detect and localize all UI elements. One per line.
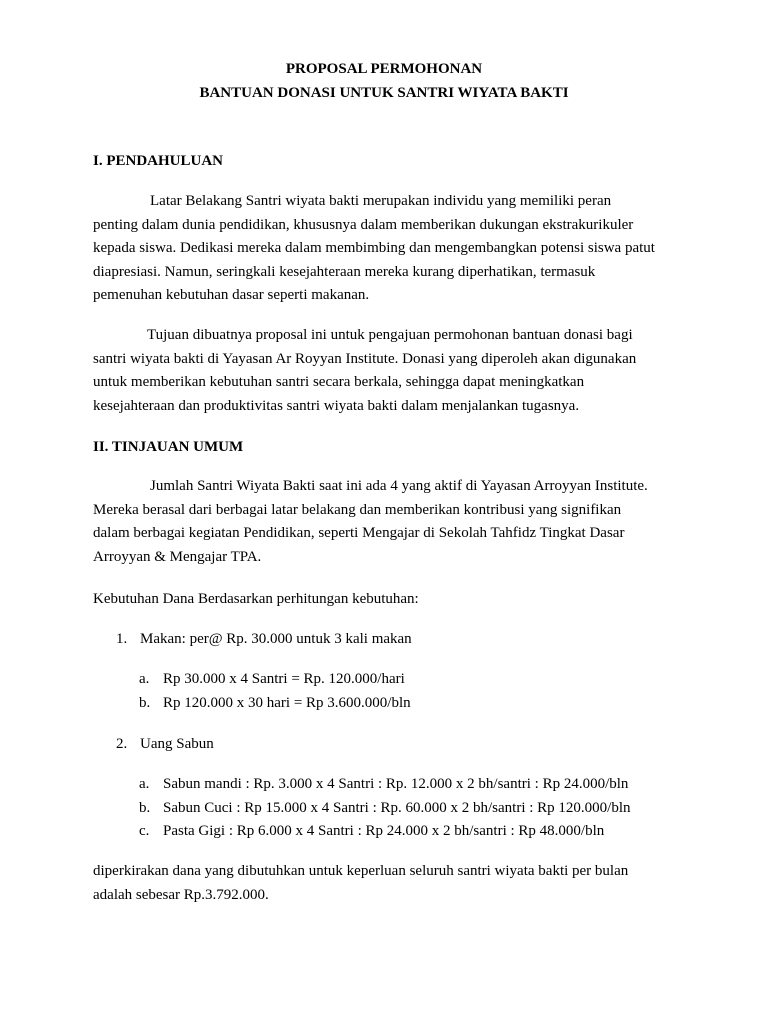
sub-list-item-text: Sabun mandi : Rp. 3.000 x 4 Santri : Rp. 12.000 x 2 bh/santri : Rp 24.000/bln (163, 776, 629, 792)
sub-list-marker: b. (139, 695, 151, 711)
sub-list-marker: c. (139, 823, 150, 839)
paragraph-jumlah-santri (93, 475, 693, 569)
text-line: Tujuan dibuatnya proposal ini untuk pengajuan permohonan bantuan donasi bagi (147, 327, 633, 343)
sub-list-item-text: Sabun Cuci : Rp 15.000 x 4 Santri : Rp. 60.000 x 2 bh/santri : Rp 120.000/bln (163, 800, 631, 816)
document-title-line-2: BANTUAN DONASI UNTUK SANTRI WIYATA BAKTI (199, 85, 569, 101)
list-item-text: Uang Sabun (140, 736, 214, 752)
needs-intro: Kebutuhan Dana Berdasarkan perhitungan kebutuhan: (93, 591, 419, 607)
text-line: Jumlah Santri Wiyata Bakti saat ini ada 4 yang aktif di Yayasan Arroyyan Institute. (150, 478, 648, 494)
text-line: pemenuhan kebutuhan dasar seperti makanan. (93, 287, 370, 303)
section-heading-pendahuluan: I. PENDAHULUAN (93, 153, 224, 169)
sub-list-marker: a. (139, 671, 150, 687)
sub-list-item-text: Pasta Gigi : Rp 6.000 x 4 Santri : Rp 24.000 x 2 bh/santri : Rp 48.000/bln (163, 823, 605, 839)
text-line: adalah sebesar Rp.3.792.000. (93, 886, 269, 903)
text-line: santri wiyata bakti di Yayasan Ar Royyan Institute. Donasi yang diperoleh akan digunakan (93, 350, 637, 367)
section-heading-tinjauan-umum: II. TINJAUAN UMUM (93, 439, 244, 455)
text-line: untuk memberikan kebutuhan santri secara berkala, sehingga dapat meningkatkan (93, 374, 585, 390)
sub-list-marker: b. (139, 800, 151, 816)
sub-list-item-text: Rp 30.000 x 4 Santri = Rp. 120.000/hari (163, 671, 405, 687)
list-marker: 1. (116, 631, 128, 647)
sub-list-item-text: Rp 120.000 x 30 hari = Rp 3.600.000/bln (163, 695, 411, 711)
text-line: penting dalam dunia pendidikan, khususnya dalam memberikan dukungan ekstrakurikuler (93, 216, 634, 233)
list-marker: 2. (116, 736, 128, 752)
text-line: dalam berbagai kegiatan Pendidikan, seperti Mengajar di Sekolah Tahfidz Tingkat Dasar (93, 525, 625, 541)
text-line: kesejahteraan dan produktivitas santri wiyata bakti dalam menjalankan tugasnya. (93, 397, 580, 414)
paragraph-kesimpulan (93, 860, 693, 907)
text-line: kepada siswa. Dedikasi mereka dalam membimbing dan mengembangkan potensi siswa patut (93, 240, 655, 256)
text-line: diperkirakan dana yang dibutuhkan untuk keperluan seluruh santri wiyata bakti per bulan (93, 863, 629, 879)
paragraph-latar-belakang (93, 190, 693, 308)
text-line: Latar Belakang Santri wiyata bakti merupakan individu yang memiliki peran (150, 193, 612, 209)
text-line: Arroyyan & Mengajar TPA. (93, 548, 262, 565)
text-line: diapresiasi. Namun, seringkali kesejahteraan mereka kurang diperhatikan, termasuk (93, 263, 596, 280)
list-item-text: Makan: per@ Rp. 30.000 untuk 3 kali makan (140, 631, 412, 647)
text-line: Mereka berasal dari berbagai latar belakang dan memberikan kontribusi yang signifikan (93, 501, 622, 518)
sub-list-marker: a. (139, 776, 150, 792)
document-title-line-1: PROPOSAL PERMOHONAN (285, 61, 483, 77)
paragraph-tujuan (93, 324, 693, 418)
